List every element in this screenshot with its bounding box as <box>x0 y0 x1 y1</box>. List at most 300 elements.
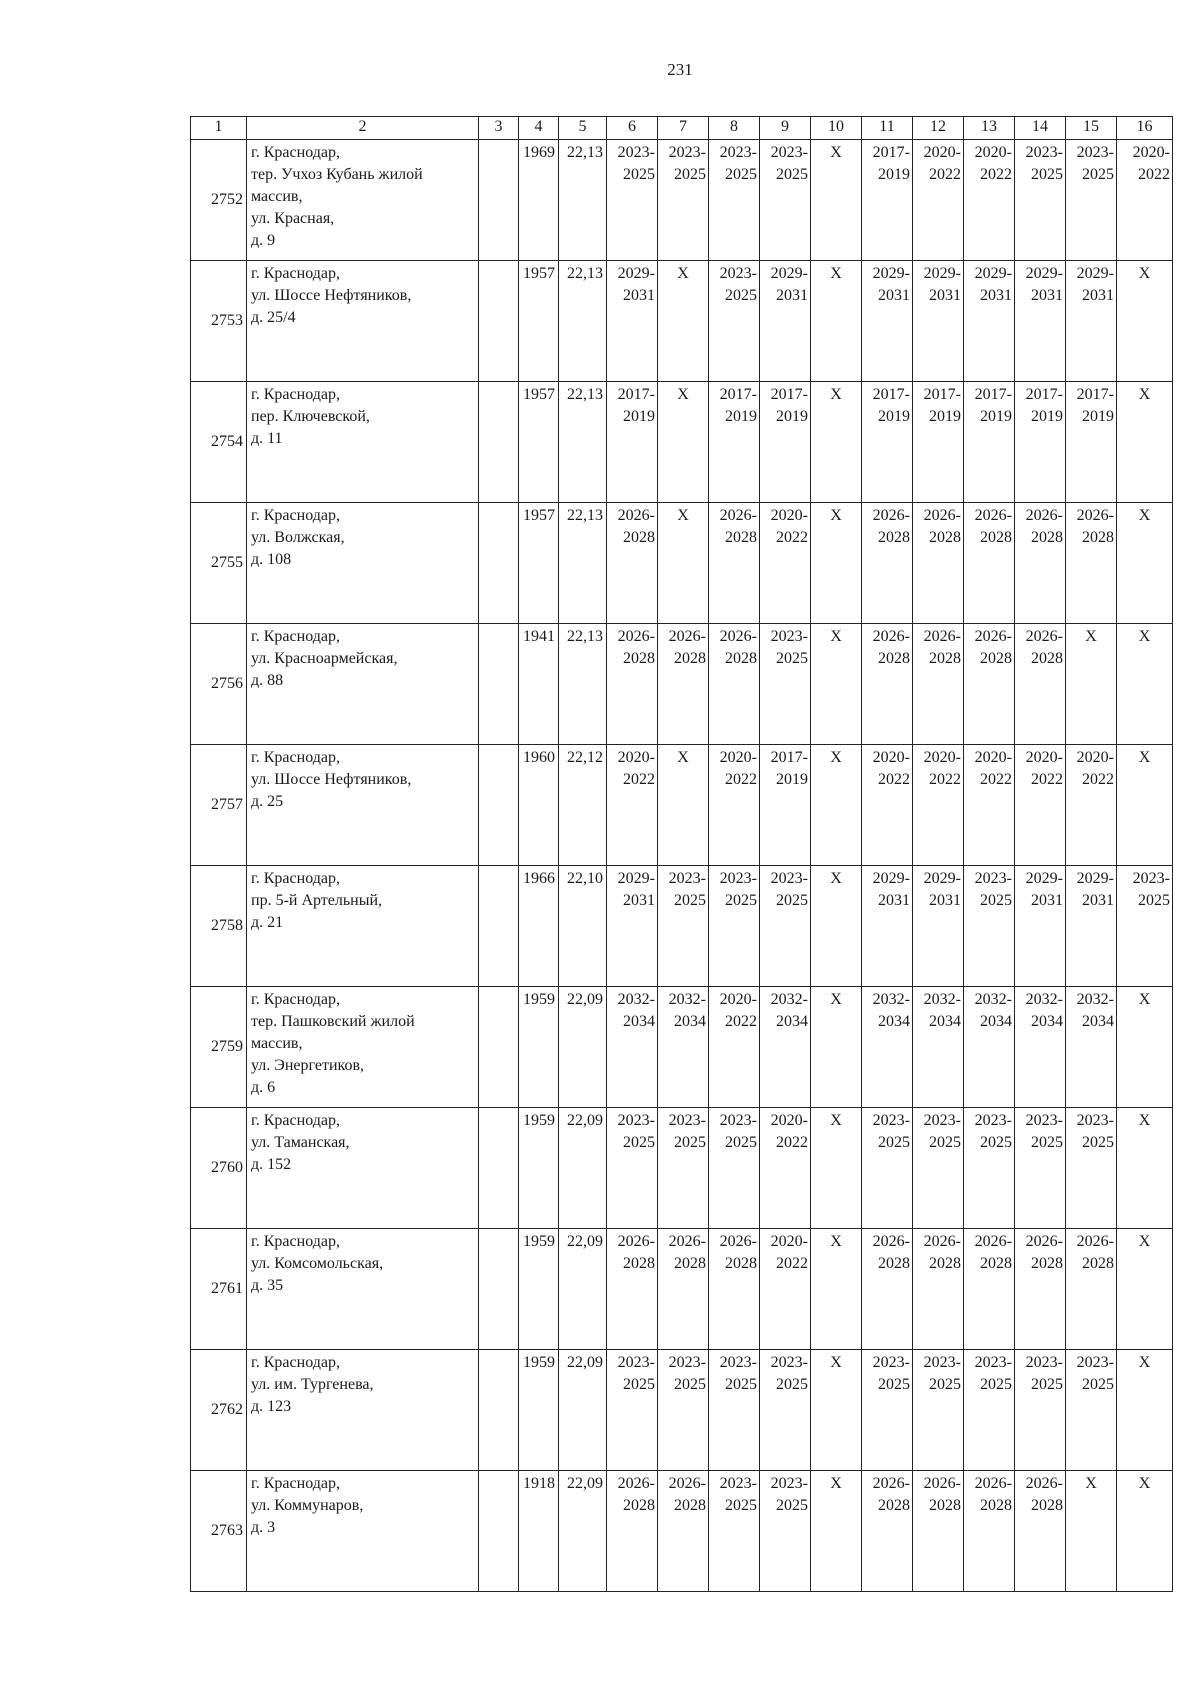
range-start: 2026- <box>872 507 910 524</box>
range-start: 2026- <box>719 1233 757 1250</box>
range-end: 2028 <box>725 1255 757 1272</box>
range-start: 2023- <box>668 144 706 161</box>
range-start: 2017- <box>719 386 757 403</box>
range-end: 2031 <box>1082 287 1114 304</box>
date-range-cell <box>709 382 760 503</box>
date-range-cell <box>964 261 1015 382</box>
range-end: 2025 <box>674 1376 706 1393</box>
range-end: 2031 <box>878 287 910 304</box>
address-line: пр. 5-й Артельный, <box>251 892 383 909</box>
date-range-cell <box>658 1229 709 1350</box>
range-start: 2026- <box>1025 507 1063 524</box>
address-line: д. 88 <box>251 672 284 689</box>
date-range-cell <box>760 624 811 745</box>
address-line: ул. Комсомольская, <box>251 1255 384 1272</box>
date-range-cell <box>607 1108 658 1229</box>
date-range-cell <box>760 503 811 624</box>
range-start: 2020- <box>974 144 1012 161</box>
range-start: 2023- <box>872 1112 910 1129</box>
address-line: ул. Красноармейская, <box>251 650 398 667</box>
not-applicable-cell: X <box>811 745 862 866</box>
value-cell: 22,09 <box>559 1471 607 1592</box>
range-start: 2026- <box>617 1233 655 1250</box>
column-header-12: 12 <box>913 117 964 140</box>
column-header-7: 7 <box>658 117 709 140</box>
range-start: 2026- <box>872 628 910 645</box>
range-start: 2026- <box>1076 1233 1114 1250</box>
range-start: 2023- <box>770 628 808 645</box>
range-start: 2032- <box>923 991 961 1008</box>
range-end: 2025 <box>725 892 757 909</box>
date-range-cell <box>1015 866 1066 987</box>
range-end: 2028 <box>929 529 961 546</box>
range-end: 2025 <box>1082 1134 1114 1151</box>
range-start: 2023- <box>974 1354 1012 1371</box>
date-range-cell <box>862 866 913 987</box>
range-start: 2023- <box>974 870 1012 887</box>
date-range-cell <box>1015 1350 1066 1471</box>
date-range-cell <box>1066 1108 1117 1229</box>
not-applicable-cell: X <box>811 140 862 261</box>
value-cell: 22,13 <box>559 382 607 503</box>
date-range-cell <box>1066 1350 1117 1471</box>
not-applicable-cell: X <box>811 1108 862 1229</box>
date-range-cell <box>1066 503 1117 624</box>
date-range-cell <box>607 261 658 382</box>
range-start: 2032- <box>617 991 655 1008</box>
address-line: г. Краснодар, <box>251 1112 340 1129</box>
address-cell <box>247 140 479 261</box>
table-row <box>191 382 1173 503</box>
table-row <box>191 624 1173 745</box>
range-end: 2034 <box>878 1013 910 1030</box>
range-end: 2022 <box>623 771 655 788</box>
value-cell: 22,09 <box>559 1108 607 1229</box>
row-number: 2761 <box>191 1229 247 1350</box>
range-end: 2028 <box>878 1255 910 1272</box>
date-range-cell <box>862 624 913 745</box>
column-3-cell <box>479 745 519 866</box>
date-range-cell <box>964 866 1015 987</box>
range-end: 2028 <box>623 529 655 546</box>
date-range-cell <box>709 1229 760 1350</box>
range-start: 2023- <box>1025 1354 1063 1371</box>
address-line: г. Краснодар, <box>251 144 340 161</box>
date-range-cell <box>760 1350 811 1471</box>
range-start: 2017- <box>872 144 910 161</box>
address-line: ул. Шоссе Нефтяников, <box>251 771 412 788</box>
not-applicable-cell: X <box>1117 987 1173 1108</box>
range-end: 2028 <box>878 650 910 667</box>
date-range-cell <box>658 1350 709 1471</box>
range-start: 2026- <box>668 628 706 645</box>
range-end: 2025 <box>929 1376 961 1393</box>
date-range-cell <box>607 1229 658 1350</box>
address-cell <box>247 503 479 624</box>
address-cell <box>247 624 479 745</box>
value-cell: 22,09 <box>559 987 607 1108</box>
range-start: 2020- <box>770 507 808 524</box>
range-end: 2034 <box>980 1013 1012 1030</box>
column-header-8: 8 <box>709 117 760 140</box>
date-range-cell <box>607 624 658 745</box>
range-end: 2025 <box>623 166 655 183</box>
range-start: 2023- <box>923 1112 961 1129</box>
year-cell: 1959 <box>519 987 559 1108</box>
year-cell: 1957 <box>519 382 559 503</box>
range-start: 2029- <box>1076 265 1114 282</box>
date-range-cell <box>862 382 913 503</box>
range-start: 2029- <box>923 265 961 282</box>
range-start: 2032- <box>974 991 1012 1008</box>
date-range-cell <box>964 624 1015 745</box>
table-row <box>191 1471 1173 1592</box>
range-start: 2017- <box>923 386 961 403</box>
date-range-cell <box>658 987 709 1108</box>
address-line: г. Краснодар, <box>251 991 340 1008</box>
range-start: 2029- <box>872 265 910 282</box>
date-range-cell <box>607 140 658 261</box>
range-end: 2025 <box>1138 892 1170 909</box>
address-line: ул. Таманская, <box>251 1134 350 1151</box>
address-cell <box>247 1471 479 1592</box>
range-start: 2020- <box>719 749 757 766</box>
range-start: 2023- <box>974 1112 1012 1129</box>
date-range-cell <box>862 745 913 866</box>
range-end: 2025 <box>623 1134 655 1151</box>
range-start: 2023- <box>617 1354 655 1371</box>
date-range-cell <box>1117 140 1173 261</box>
not-applicable-cell: X <box>658 745 709 866</box>
range-start: 2029- <box>872 870 910 887</box>
column-header-16: 16 <box>1117 117 1173 140</box>
address-line: г. Краснодар, <box>251 507 340 524</box>
date-range-cell <box>1066 140 1117 261</box>
date-range-cell <box>760 140 811 261</box>
range-end: 2028 <box>929 1255 961 1272</box>
range-start: 2017- <box>770 386 808 403</box>
address-cell <box>247 745 479 866</box>
date-range-cell <box>709 987 760 1108</box>
range-end: 2019 <box>776 771 808 788</box>
range-end: 2028 <box>1082 529 1114 546</box>
range-end: 2022 <box>1031 771 1063 788</box>
range-start: 2023- <box>719 1112 757 1129</box>
table-row <box>191 1108 1173 1229</box>
column-header-4: 4 <box>519 117 559 140</box>
range-end: 2031 <box>878 892 910 909</box>
year-cell: 1960 <box>519 745 559 866</box>
row-number: 2756 <box>191 624 247 745</box>
row-number: 2763 <box>191 1471 247 1592</box>
range-start: 2020- <box>923 749 961 766</box>
range-start: 2026- <box>974 1233 1012 1250</box>
date-range-cell <box>1015 261 1066 382</box>
table-row <box>191 140 1173 261</box>
date-range-cell <box>862 1350 913 1471</box>
not-applicable-cell: X <box>811 1471 862 1592</box>
date-range-cell <box>913 745 964 866</box>
range-start: 2026- <box>974 628 1012 645</box>
range-end: 2022 <box>929 771 961 788</box>
not-applicable-cell: X <box>811 987 862 1108</box>
range-start: 2017- <box>770 749 808 766</box>
range-start: 2017- <box>1025 386 1063 403</box>
range-start: 2023- <box>770 1354 808 1371</box>
address-cell <box>247 987 479 1108</box>
range-end: 2019 <box>1031 408 1063 425</box>
range-start: 2017- <box>974 386 1012 403</box>
range-end: 2025 <box>725 1497 757 1514</box>
range-end: 2022 <box>776 1255 808 1272</box>
range-end: 2022 <box>980 771 1012 788</box>
address-line: д. 6 <box>251 1079 276 1096</box>
date-range-cell <box>607 745 658 866</box>
column-3-cell <box>479 866 519 987</box>
date-range-cell <box>913 382 964 503</box>
date-range-cell <box>607 866 658 987</box>
date-range-cell <box>1066 382 1117 503</box>
range-start: 2029- <box>1076 870 1114 887</box>
column-3-cell <box>479 382 519 503</box>
range-end: 2025 <box>674 892 706 909</box>
range-start: 2026- <box>668 1475 706 1492</box>
value-cell: 22,10 <box>559 866 607 987</box>
column-3-cell <box>479 1350 519 1471</box>
date-range-cell <box>1066 866 1117 987</box>
range-end: 2031 <box>1082 892 1114 909</box>
row-number: 2758 <box>191 866 247 987</box>
range-start: 2026- <box>1076 507 1114 524</box>
not-applicable-cell: X <box>1117 1350 1173 1471</box>
address-cell <box>247 382 479 503</box>
column-3-cell <box>479 1108 519 1229</box>
row-number: 2755 <box>191 503 247 624</box>
year-cell: 1969 <box>519 140 559 261</box>
date-range-cell <box>1015 1229 1066 1350</box>
address-line: г. Краснодар, <box>251 628 340 645</box>
not-applicable-cell: X <box>811 866 862 987</box>
range-start: 2017- <box>872 386 910 403</box>
date-range-cell <box>658 140 709 261</box>
range-end: 2028 <box>725 529 757 546</box>
date-range-cell <box>964 503 1015 624</box>
range-end: 2028 <box>674 650 706 667</box>
range-start: 2032- <box>1025 991 1063 1008</box>
date-range-cell <box>964 1350 1015 1471</box>
not-applicable-cell: X <box>811 382 862 503</box>
range-end: 2031 <box>980 287 1012 304</box>
date-range-cell <box>709 866 760 987</box>
range-start: 2020- <box>923 144 961 161</box>
range-start: 2029- <box>617 870 655 887</box>
date-range-cell <box>964 140 1015 261</box>
not-applicable-cell: X <box>1117 503 1173 624</box>
date-range-cell <box>760 1471 811 1592</box>
address-line: г. Краснодар, <box>251 386 340 403</box>
range-end: 2022 <box>878 771 910 788</box>
range-end: 2019 <box>980 408 1012 425</box>
range-end: 2022 <box>980 166 1012 183</box>
date-range-cell <box>1015 140 1066 261</box>
date-range-cell <box>1015 1471 1066 1592</box>
range-start: 2023- <box>1132 870 1170 887</box>
not-applicable-cell: X <box>1117 261 1173 382</box>
range-end: 2031 <box>623 892 655 909</box>
date-range-cell <box>862 140 913 261</box>
date-range-cell <box>964 382 1015 503</box>
column-header-3: 3 <box>479 117 519 140</box>
range-start: 2020- <box>770 1112 808 1129</box>
address-cell <box>247 1350 479 1471</box>
range-end: 2028 <box>878 529 910 546</box>
date-range-cell <box>760 987 811 1108</box>
range-start: 2023- <box>770 144 808 161</box>
range-start: 2029- <box>617 265 655 282</box>
table-row <box>191 1229 1173 1350</box>
range-end: 2028 <box>623 650 655 667</box>
range-end: 2028 <box>674 1255 706 1272</box>
range-end: 2025 <box>878 1134 910 1151</box>
date-range-cell <box>709 624 760 745</box>
date-range-cell <box>1015 987 1066 1108</box>
date-range-cell <box>760 745 811 866</box>
range-start: 2023- <box>719 1475 757 1492</box>
range-end: 2022 <box>1082 771 1114 788</box>
range-start: 2026- <box>719 507 757 524</box>
address-line: г. Краснодар, <box>251 749 340 766</box>
date-range-cell <box>913 987 964 1108</box>
range-end: 2025 <box>623 1376 655 1393</box>
year-cell: 1941 <box>519 624 559 745</box>
date-range-cell <box>658 1108 709 1229</box>
range-end: 2025 <box>980 892 1012 909</box>
address-cell <box>247 866 479 987</box>
range-start: 2029- <box>770 265 808 282</box>
range-end: 2025 <box>674 1134 706 1151</box>
address-line: массив, <box>251 1035 303 1052</box>
not-applicable-cell: X <box>1066 1471 1117 1592</box>
range-start: 2023- <box>719 1354 757 1371</box>
range-end: 2034 <box>623 1013 655 1030</box>
address-line: д. 25/4 <box>251 309 296 326</box>
range-end: 2025 <box>980 1134 1012 1151</box>
date-range-cell <box>1066 261 1117 382</box>
not-applicable-cell: X <box>811 1350 862 1471</box>
range-end: 2025 <box>1031 166 1063 183</box>
value-cell: 22,13 <box>559 624 607 745</box>
range-start: 2026- <box>923 1475 961 1492</box>
date-range-cell <box>658 624 709 745</box>
range-start: 2026- <box>923 507 961 524</box>
column-3-cell <box>479 1229 519 1350</box>
column-header-5: 5 <box>559 117 607 140</box>
range-start: 2029- <box>923 870 961 887</box>
date-range-cell <box>913 503 964 624</box>
range-end: 2028 <box>878 1497 910 1514</box>
range-end: 2019 <box>623 408 655 425</box>
not-applicable-cell: X <box>1117 624 1173 745</box>
range-end: 2031 <box>929 287 961 304</box>
not-applicable-cell: X <box>658 503 709 624</box>
range-start: 2023- <box>1076 1354 1114 1371</box>
range-start: 2026- <box>1025 628 1063 645</box>
range-end: 2028 <box>623 1497 655 1514</box>
range-start: 2023- <box>1025 1112 1063 1129</box>
date-range-cell <box>862 261 913 382</box>
range-end: 2022 <box>929 166 961 183</box>
year-cell: 1966 <box>519 866 559 987</box>
not-applicable-cell: X <box>658 382 709 503</box>
range-end: 2025 <box>776 166 808 183</box>
range-end: 2034 <box>1031 1013 1063 1030</box>
range-start: 2020- <box>719 991 757 1008</box>
range-end: 2028 <box>1031 529 1063 546</box>
date-range-cell <box>913 866 964 987</box>
table-row <box>191 866 1173 987</box>
column-header-13: 13 <box>964 117 1015 140</box>
range-start: 2023- <box>719 870 757 887</box>
range-start: 2023- <box>668 870 706 887</box>
not-applicable-cell: X <box>1066 624 1117 745</box>
column-header-6: 6 <box>607 117 658 140</box>
range-end: 2025 <box>776 892 808 909</box>
address-line: г. Краснодар, <box>251 1354 340 1371</box>
not-applicable-cell: X <box>811 624 862 745</box>
address-line: д. 3 <box>251 1519 276 1536</box>
address-line: д. 21 <box>251 914 284 931</box>
table-row <box>191 1350 1173 1471</box>
range-start: 2023- <box>719 144 757 161</box>
range-start: 2023- <box>872 1354 910 1371</box>
address-cell <box>247 1108 479 1229</box>
range-start: 2020- <box>617 749 655 766</box>
range-end: 2025 <box>725 166 757 183</box>
column-header-10: 10 <box>811 117 862 140</box>
range-end: 2028 <box>725 650 757 667</box>
range-start: 2026- <box>923 1233 961 1250</box>
address-line: ул. Волжская, <box>251 529 345 546</box>
not-applicable-cell: X <box>811 1229 862 1350</box>
column-number-header-row <box>191 117 1173 140</box>
not-applicable-cell: X <box>811 261 862 382</box>
range-start: 2032- <box>668 991 706 1008</box>
year-cell: 1959 <box>519 1229 559 1350</box>
housing-registry-table <box>190 116 1173 1592</box>
range-end: 2025 <box>776 650 808 667</box>
date-range-cell <box>709 1350 760 1471</box>
date-range-cell <box>862 1471 913 1592</box>
range-end: 2025 <box>725 1376 757 1393</box>
row-number: 2760 <box>191 1108 247 1229</box>
column-header-14: 14 <box>1015 117 1066 140</box>
address-line: пер. Ключевской, <box>251 408 370 425</box>
not-applicable-cell: X <box>1117 1471 1173 1592</box>
year-cell: 1959 <box>519 1350 559 1471</box>
range-end: 2028 <box>929 650 961 667</box>
date-range-cell <box>1066 745 1117 866</box>
range-end: 2028 <box>980 650 1012 667</box>
range-start: 2020- <box>872 749 910 766</box>
range-end: 2034 <box>776 1013 808 1030</box>
range-start: 2026- <box>872 1233 910 1250</box>
range-end: 2028 <box>1031 1255 1063 1272</box>
date-range-cell <box>607 1471 658 1592</box>
date-range-cell <box>709 745 760 866</box>
row-number: 2754 <box>191 382 247 503</box>
value-cell: 22,13 <box>559 261 607 382</box>
range-start: 2020- <box>1025 749 1063 766</box>
